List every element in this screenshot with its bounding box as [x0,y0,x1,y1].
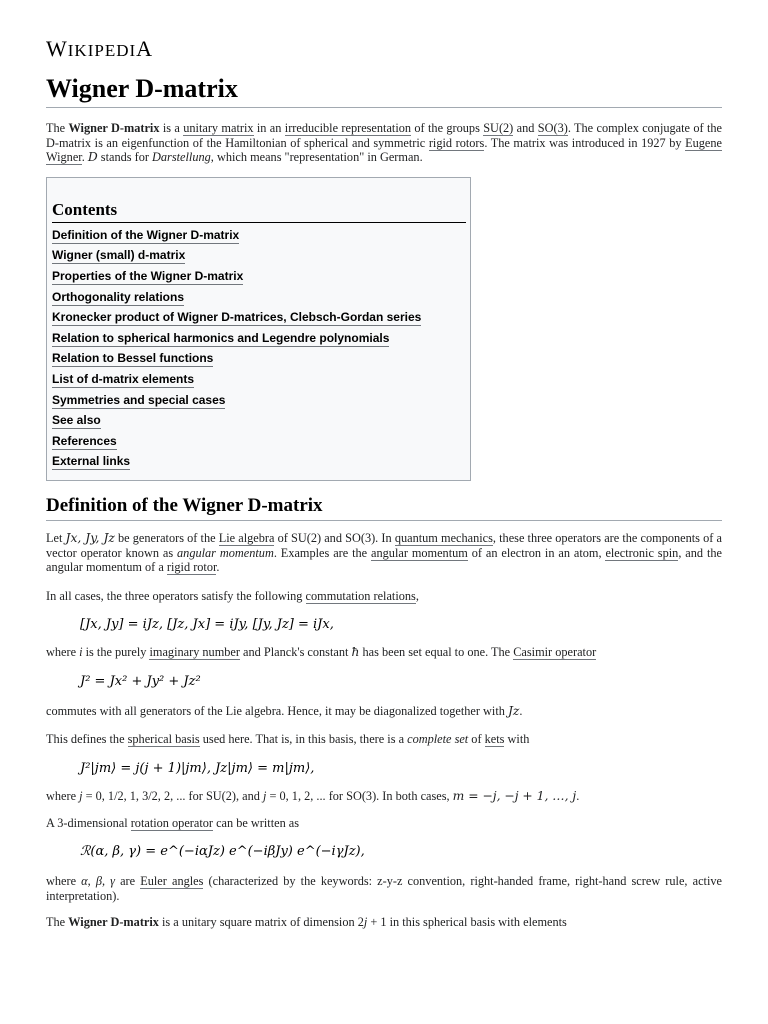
paragraph [46,874,722,903]
toc-item[interactable] [52,307,466,328]
bold-term: Wigner D-matrix [68,121,160,135]
math-inline: Jz [508,703,520,718]
equation-eigenvalues: J²|jm⟩ = j(j + 1)|jm⟩, Jz|jm⟩ = m|jm⟩, [80,761,315,777]
toc-item-label[interactable]: Relation to spherical harmonics and Legendre polynomials [52,330,390,345]
text: of SU(2) and SO(3). In [274,530,395,545]
text: where [46,789,80,804]
text: . [576,789,580,804]
text: can be written as [213,815,300,830]
link-spherical-basis[interactable]: spherical basis [127,732,200,747]
link-imaginary-number[interactable]: imaginary number [149,645,240,660]
paragraph [46,915,722,930]
toc-item-label[interactable]: Kronecker product of Wigner D-matrices, Clebsch-Gordan series [52,310,422,325]
italic-term: Darstellung [152,150,211,165]
toc-item[interactable] [52,410,466,431]
link-quantum-mechanics[interactable]: quantum mechanics [394,530,493,545]
section-heading: Definition of the Wigner D-matrix [46,495,722,521]
text: = 0, 1/2, 1, 3/2, 2, ... for SU(2), and [82,789,263,804]
text: . The matrix was introduced in 1927 by [484,135,686,150]
link-rotation-operator[interactable]: rotation operator [130,815,213,830]
italic-term: j [363,915,368,930]
text: of an electron in an atom, [467,545,606,560]
text: The [46,915,69,930]
text: (characterized by the keywords: z-y-z convention, right-handed frame, right-hand screw rule, active interpretation). [46,874,722,903]
link-so3[interactable]: SO(3) [537,121,568,135]
paragraph [46,589,722,604]
toc-item[interactable] [52,287,466,308]
bold-term: Wigner D-matrix [68,915,159,930]
text: The [46,121,69,135]
text: This defines the [46,732,128,747]
link-su2[interactable]: SU(2) [483,121,514,135]
text: Let [46,530,66,545]
article-page [46,36,722,930]
link-electronic-spin[interactable]: electronic spin [605,545,679,560]
paragraph [46,816,722,831]
text: commutes with all generators of the Lie algebra. Hence, it may be diagonalized together with [46,703,508,718]
math-inline: Jx, Jy, Jz [65,530,115,545]
text: , which means "representation" in German. [210,150,423,165]
text: be generators of the [114,530,219,545]
text: , these three operators are the components of a vector operator known as [46,530,722,560]
toc-item-label[interactable]: Definition of the Wigner D-matrix [52,227,240,242]
text: used here. That is, in this basis, there is a [199,732,408,747]
toc-item[interactable] [52,328,466,349]
toc-item[interactable] [52,369,466,390]
text: where [46,874,82,889]
text: and Planck's constant [239,645,352,660]
text: + 1 in this spherical basis with elements [367,915,567,930]
text: = 0, 1, 2, ... for SO(3). In both cases, [266,789,453,804]
link-eugene-wigner[interactable]: Eugene Wigner [46,135,722,165]
toc-item-label[interactable]: Wigner (small) d-matrix [52,248,186,263]
text: . The complex conjugate of the D-matrix is an eigenfunction of the Hamiltonian of spherical and symmetric [46,121,722,150]
toc-item[interactable] [52,225,466,246]
link-unitary-matrix[interactable]: unitary matrix [183,121,254,135]
text: is a unitary square matrix of dimension 2 [158,915,364,930]
toc-item-label[interactable]: See also [52,413,101,428]
intro-paragraph [46,121,722,165]
text: of [468,732,485,747]
toc-item-label[interactable]: Orthogonality relations [52,289,185,304]
link-angular-momentum[interactable]: angular momentum [371,545,468,560]
text: . Examples are the [273,545,372,560]
text: and [513,121,538,135]
text: , and the angular momentum of a [46,545,722,575]
page-title: Wigner D-matrix [46,74,722,108]
italic-term: j [79,789,83,804]
paragraph [46,645,722,660]
link-euler-angles[interactable]: Euler angles [140,874,204,889]
text: are [114,874,141,889]
text: . [81,150,88,165]
math-inline: m = −j, −j + 1, …, j [452,789,577,804]
paragraph [46,704,722,719]
wikipedia-wordmark[interactable] [46,36,722,64]
text: of the groups [411,121,484,135]
text: is the purely [82,645,150,660]
toc-item-label[interactable]: External links [52,454,131,469]
text: In all cases, the three operators satisfy the following [46,588,306,603]
link-irreducible-representation[interactable]: irreducible representation [284,121,412,135]
link-casimir-operator[interactable]: Casimir operator [513,645,597,660]
toc-title: Contents [52,190,466,223]
toc-item-label[interactable]: List of d-matrix elements [52,371,195,386]
link-kets[interactable]: kets [484,732,505,747]
link-commutation-relations[interactable]: commutation relations [305,588,416,603]
toc-item[interactable] [52,266,466,287]
table-of-contents [46,177,471,481]
text: A 3-dimensional [46,815,131,830]
equation-casimir: J² = Jx² + Jy² + Jz² [80,673,201,689]
text: where [46,645,80,660]
link-rigid-rotor[interactable]: rigid rotor [166,560,217,575]
toc-item-label[interactable]: Properties of the Wigner D-matrix [52,268,244,283]
toc-item[interactable] [52,348,466,369]
italic-term: complete set [407,732,469,747]
toc-item[interactable] [52,431,466,452]
text: , [415,588,419,603]
math-symbol: D [87,150,98,165]
wordmark-final: A [136,36,154,61]
text: has been set equal to one. The [359,645,514,660]
equation-commutation: [Jx, Jy] = iJz, [Jz, Jx] = iJy, [Jy, Jz] = iJx, [80,617,334,633]
wordmark-initial: W [46,36,68,61]
text: is a [159,121,184,135]
italic-term: j [263,789,267,804]
equation-rotation-operator: ℛ(α, β, γ) = e^(−iαJz) e^(−iβJy) e^(−iγJz), [80,844,365,860]
text: stands for [97,150,153,165]
toc-item-label[interactable]: References [52,433,117,448]
toc-item-label[interactable]: Relation to Bessel functions [52,351,214,366]
link-rigid-rotors[interactable]: rigid rotors [428,135,485,150]
italic-term: α, β, γ [81,874,115,889]
text: . [216,560,220,575]
paragraph [46,789,722,804]
toc-item[interactable] [52,390,466,411]
paragraph [46,732,722,747]
text: in an [253,121,285,135]
paragraph [46,531,722,575]
toc-item-label[interactable]: Symmetries and special cases [52,392,226,407]
toc-item[interactable] [52,245,466,266]
text: with [504,732,530,747]
toc-item[interactable] [52,451,466,472]
italic-term: i [79,645,83,660]
link-lie-algebra[interactable]: Lie algebra [218,530,275,545]
italic-term: angular momentum [177,545,274,560]
text: . [519,703,523,718]
wordmark-small-caps: IKIPEDI [67,41,137,60]
math-symbol: ħ [351,645,360,660]
